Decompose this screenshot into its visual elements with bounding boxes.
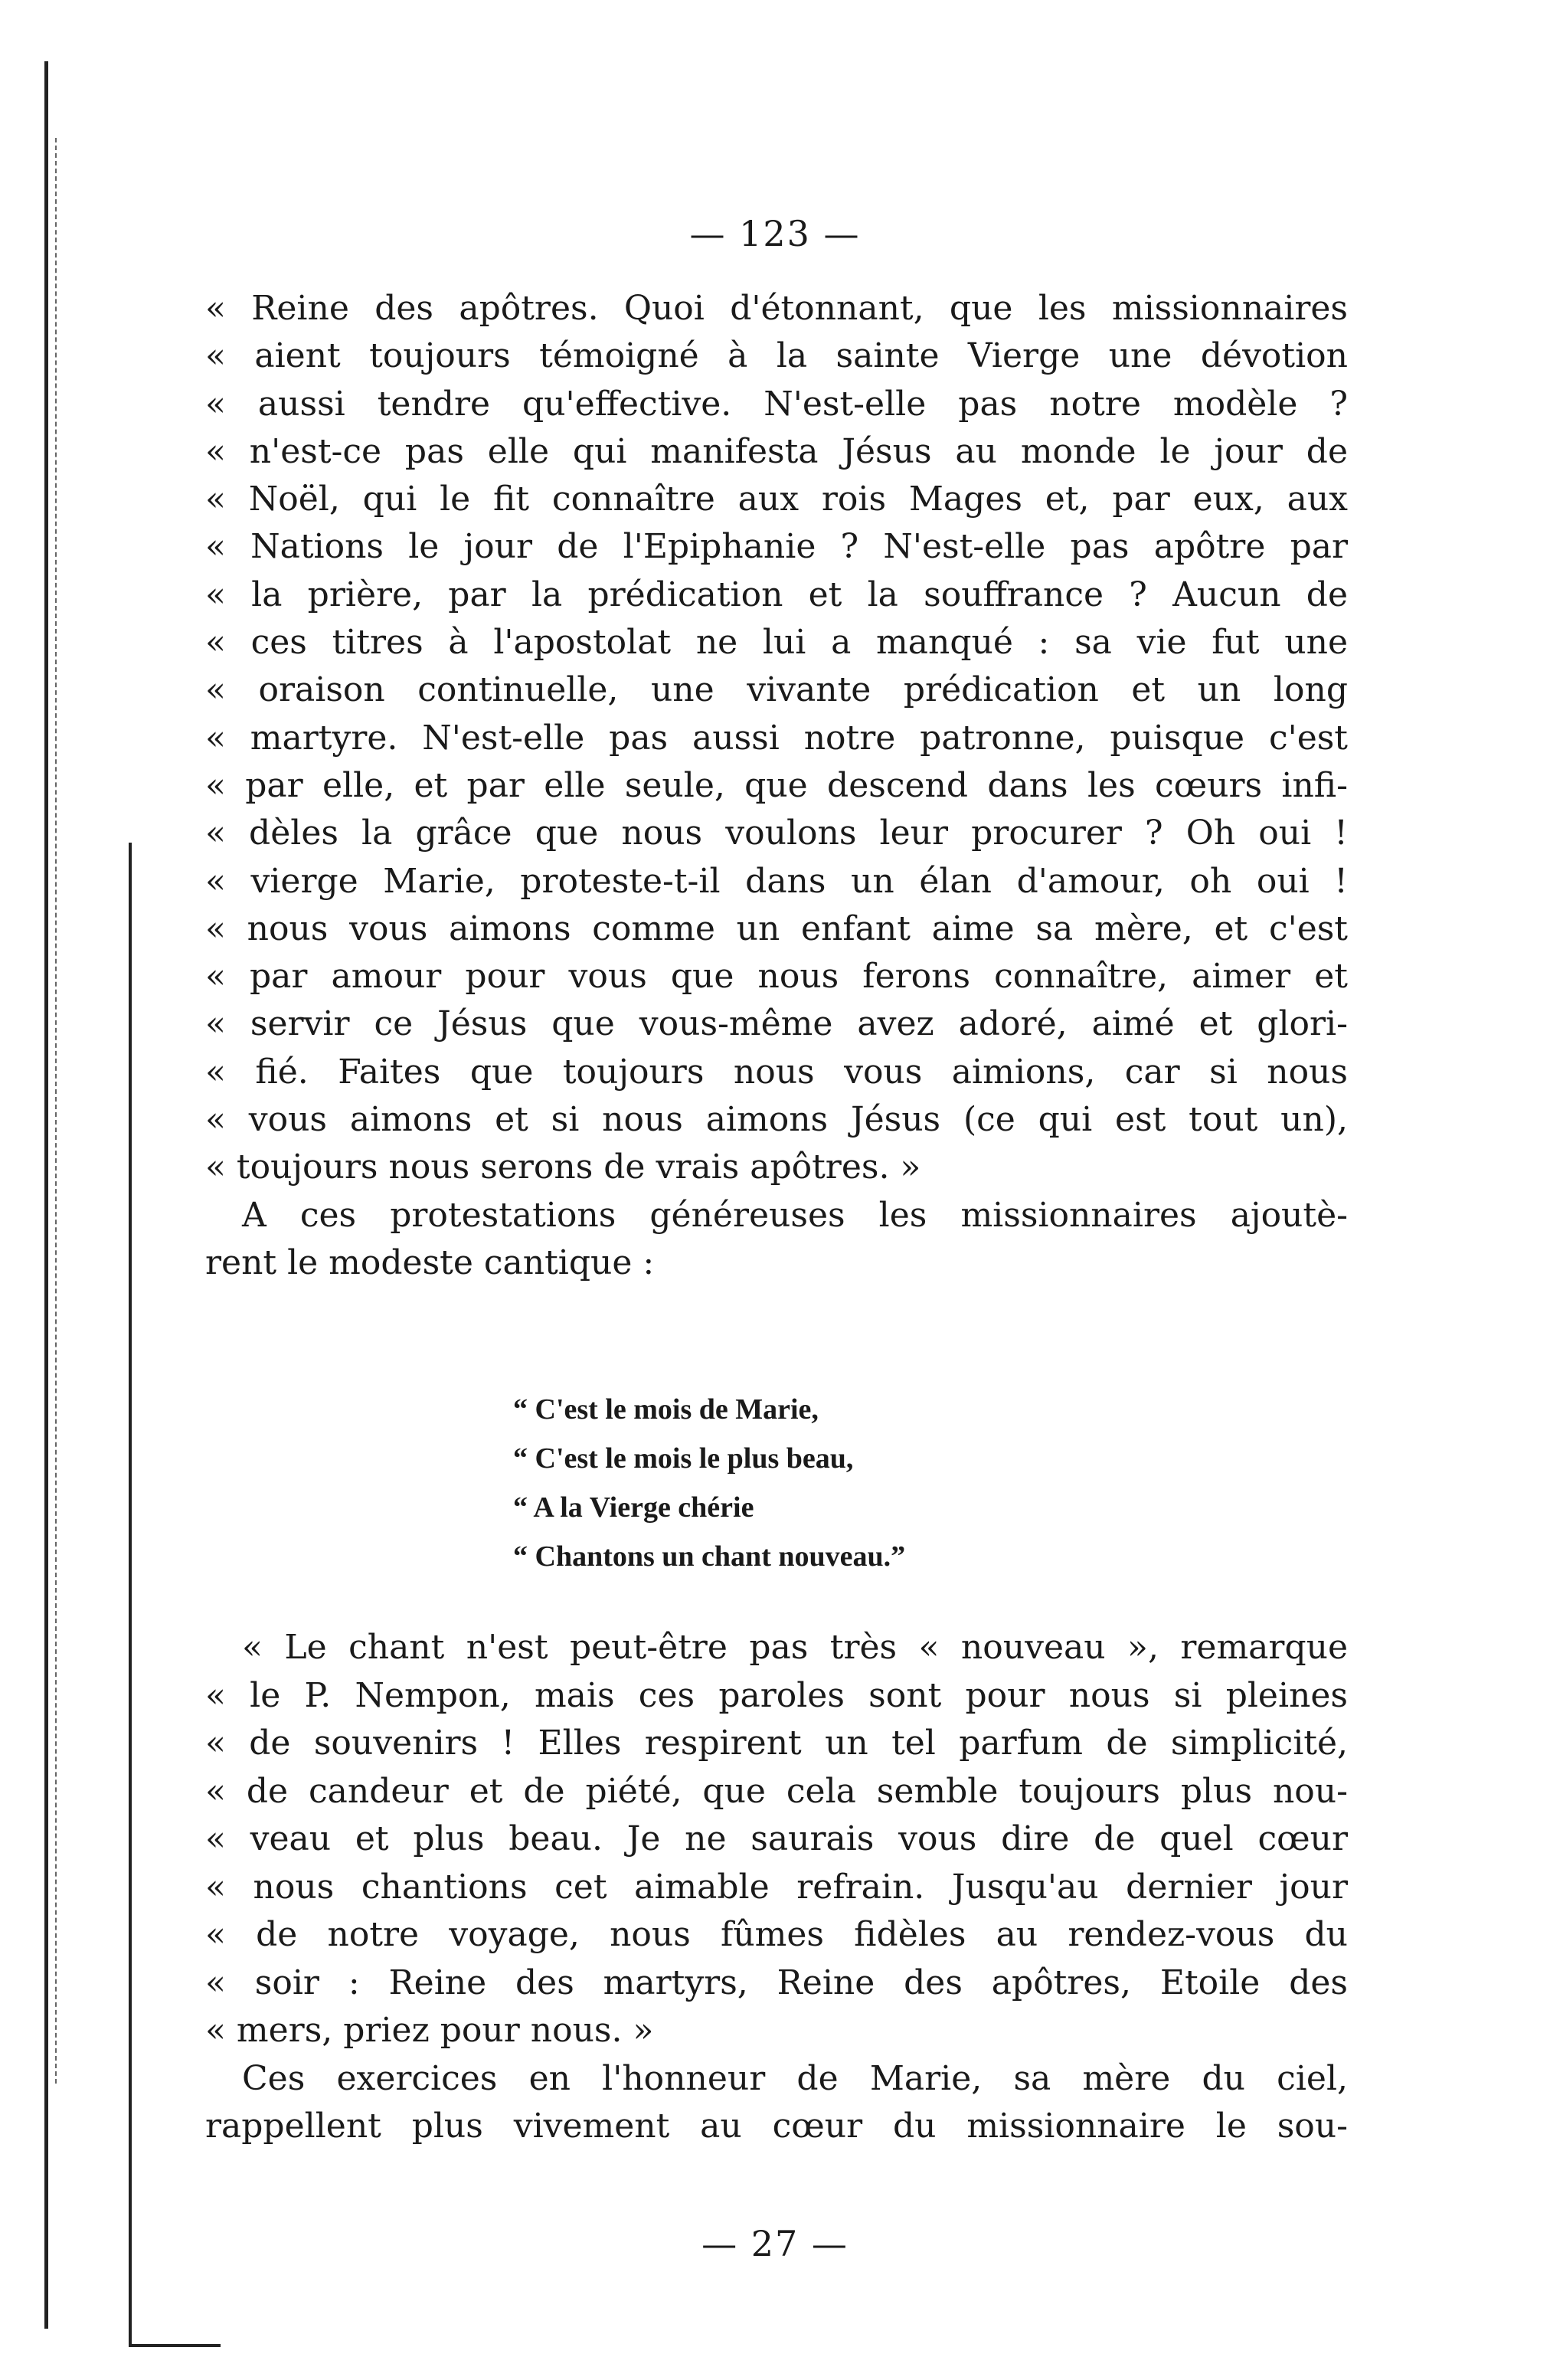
verse-line: “ C'est le mois le plus beau, [513, 1442, 854, 1475]
text-line: « toujours nous serons de vrais apôtres. » [205, 1147, 921, 1187]
closing-paragraphs [205, 1624, 1348, 2151]
text-line: « de notre voyage, nous fûmes fidèles au rendez-vous du [205, 1915, 1348, 1954]
text-line: « de candeur et de piété, que cela semble toujours plus nou- [205, 1771, 1348, 1811]
text-line: « Nations le jour de l'Epiphanie ? N'est-elle pas apôtre par [205, 527, 1348, 567]
binding-edge-lower [129, 843, 132, 2344]
quote-paragraph [205, 285, 1348, 1287]
text-line: « servir ce Jésus que vous-même avez adoré, aimé et glori- [205, 1004, 1348, 1044]
text-line: « Reine des apôtres. Quoi d'étonnant, que les missionnaires [205, 289, 1348, 328]
binding-edge-inner [55, 138, 57, 2084]
text-line: « nous vous aimons comme un enfant aime sa mère, et c'est [205, 908, 1348, 948]
page-number: — 123 — [689, 213, 861, 254]
binding-edge-foot [129, 2344, 221, 2347]
cantique-verse [513, 1385, 905, 1581]
text-line: « soir : Reine des martyrs, Reine des apôtres, Etoile des [205, 1963, 1348, 2002]
binding-edge [44, 61, 48, 2329]
verse-line: “ Chantons un chant nouveau.” [513, 1540, 906, 1573]
text-line: « martyre. N'est-elle pas aussi notre patronne, puisque c'est [205, 718, 1348, 758]
text-line: « la prière, par la prédication et la souffrance ? Aucun de [205, 575, 1348, 614]
text-line: « par amour pour vous que nous ferons connaître, aimer et [205, 957, 1348, 997]
text-line: « oraison continuelle, une vivante prédication et un long [205, 670, 1348, 710]
text-line: « Noël, qui le fit connaître aux rois Mages et, par eux, aux [205, 480, 1348, 519]
verse-line: “ C'est le mois de Marie, [513, 1393, 819, 1426]
text-line: « aient toujours témoigné à la sainte Vierge une dévotion [205, 336, 1348, 376]
text-line: « vous aimons et si nous aimons Jésus (ce qui est tout un), [205, 1100, 1348, 1140]
text-line: « par elle, et par elle seule, que descend dans les cœurs infi- [205, 765, 1348, 805]
text-line: rappellent plus vivement au cœur du missionnaire le sou- [205, 2107, 1348, 2146]
text-line: « n'est-ce pas elle qui manifesta Jésus au monde le jour de [205, 431, 1348, 471]
text-line: « aussi tendre qu'effective. N'est-elle pas notre modèle ? [205, 384, 1348, 424]
text-line: « de souvenirs ! Elles respirent un tel parfum de simplicité, [205, 1724, 1348, 1763]
text-line: Ces exercices en l'honneur de Marie, sa mère du ciel, [242, 2058, 1348, 2098]
text-line: « vierge Marie, proteste-t-il dans un élan d'amour, oh oui ! [205, 861, 1348, 901]
text-line: « le P. Nempon, mais ces paroles sont pour nous si pleines [205, 1675, 1348, 1715]
verse-line: “ A la Vierge chérie [513, 1491, 754, 1524]
text-line: « dèles la grâce que nous voulons leur procurer ? Oh oui ! [205, 814, 1348, 853]
text-line: rent le modeste cantique : [205, 1242, 655, 1282]
signature-mark: — 27 — [701, 2223, 849, 2264]
text-line: « ces titres à l'apostolat ne lui a manqué : sa vie fut une [205, 623, 1348, 663]
text-line: « mers, priez pour nous. » [205, 2011, 654, 2050]
text-line: « fié. Faites que toujours nous vous aimions, car si nous [205, 1052, 1348, 1092]
text-line: A ces protestations généreuses les missionnaires ajoutè- [242, 1195, 1348, 1235]
text-line: « nous chantions cet aimable refrain. Jusqu'au dernier jour [205, 1867, 1348, 1907]
text-line: « veau et plus beau. Je ne saurais vous dire de quel cœur [205, 1819, 1348, 1858]
text-line: « Le chant n'est peut-être pas très « nouveau », remarque [242, 1628, 1348, 1667]
